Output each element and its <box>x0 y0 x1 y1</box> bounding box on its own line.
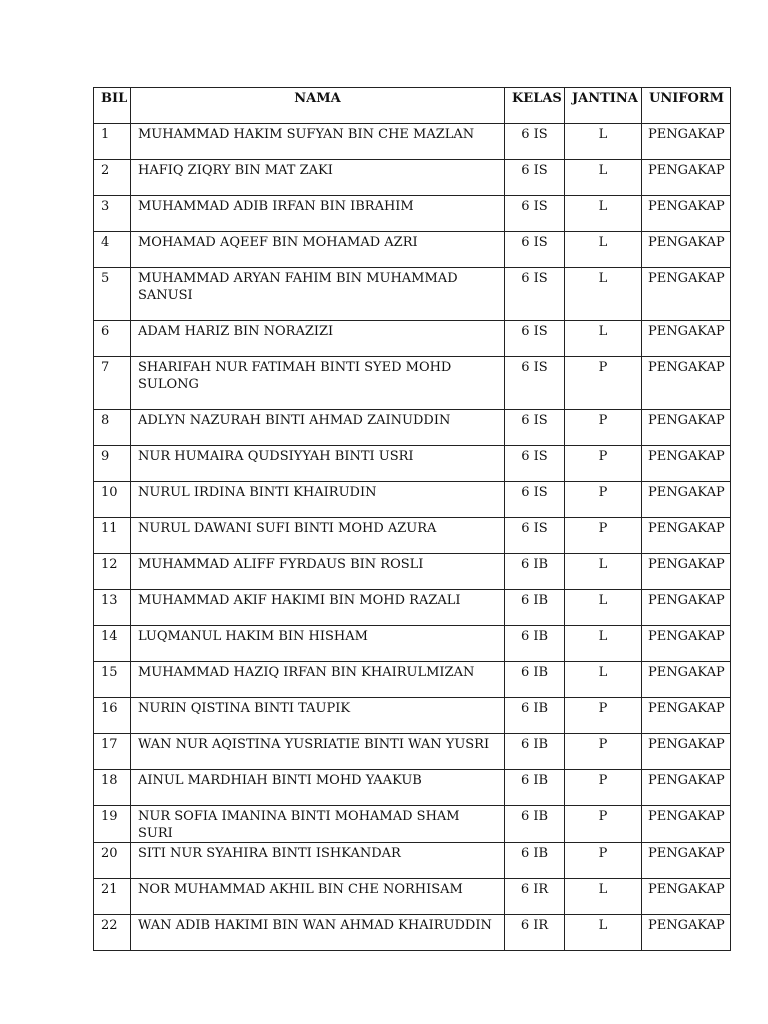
cell-uniform: PENGAKAP <box>642 626 731 662</box>
cell-kelas: 6 IS <box>505 268 565 321</box>
cell-kelas: 6 IS <box>505 196 565 232</box>
cell-jantina: P <box>565 770 642 806</box>
table-row <box>94 626 731 662</box>
cell-nama: MUHAMMAD HAZIQ IRFAN BIN KHAIRULMIZAN <box>131 662 505 698</box>
cell-jantina: L <box>565 590 642 626</box>
cell-bil: 19 <box>94 806 131 843</box>
cell-jantina: L <box>565 321 642 357</box>
cell-uniform: PENGAKAP <box>642 770 731 806</box>
cell-bil: 1 <box>94 124 131 160</box>
cell-uniform: PENGAKAP <box>642 915 731 951</box>
cell-jantina: L <box>565 160 642 196</box>
cell-kelas: 6 IS <box>505 446 565 482</box>
cell-kelas: 6 IS <box>505 124 565 160</box>
table-row <box>94 554 731 590</box>
cell-nama: WAN ADIB HAKIMI BIN WAN AHMAD KHAIRUDDIN <box>131 915 505 951</box>
table-row <box>94 806 731 843</box>
cell-bil: 2 <box>94 160 131 196</box>
cell-nama: SHARIFAH NUR FATIMAH BINTI SYED MOHD SULONG <box>131 357 505 410</box>
cell-kelas: 6 IR <box>505 879 565 915</box>
header-jantina: JANTINA <box>565 88 642 124</box>
cell-uniform: PENGAKAP <box>642 698 731 734</box>
cell-jantina: L <box>565 196 642 232</box>
table-row <box>94 321 731 357</box>
cell-uniform: PENGAKAP <box>642 662 731 698</box>
cell-nama: NURUL DAWANI SUFI BINTI MOHD AZURA <box>131 518 505 554</box>
cell-jantina: L <box>565 554 642 590</box>
cell-jantina: P <box>565 734 642 770</box>
header-bil: BIL <box>94 88 131 124</box>
cell-uniform: PENGAKAP <box>642 446 731 482</box>
table-row <box>94 268 731 321</box>
cell-kelas: 6 IB <box>505 662 565 698</box>
table-row <box>94 196 731 232</box>
table-body <box>94 124 731 951</box>
cell-jantina: P <box>565 518 642 554</box>
cell-jantina: L <box>565 915 642 951</box>
table-row <box>94 879 731 915</box>
cell-bil: 6 <box>94 321 131 357</box>
table-row <box>94 590 731 626</box>
cell-kelas: 6 IB <box>505 554 565 590</box>
table-row <box>94 518 731 554</box>
cell-bil: 21 <box>94 879 131 915</box>
cell-nama: MUHAMMAD AKIF HAKIMI BIN MOHD RAZALI <box>131 590 505 626</box>
cell-bil: 22 <box>94 915 131 951</box>
cell-kelas: 6 IB <box>505 734 565 770</box>
cell-nama: MUHAMMAD ARYAN FAHIM BIN MUHAMMAD SANUSI <box>131 268 505 321</box>
cell-nama: MUHAMMAD ADIB IRFAN BIN IBRAHIM <box>131 196 505 232</box>
cell-nama: AINUL MARDHIAH BINTI MOHD YAAKUB <box>131 770 505 806</box>
header-uniform: UNIFORM <box>642 88 731 124</box>
cell-kelas: 6 IS <box>505 410 565 446</box>
cell-kelas: 6 IB <box>505 806 565 843</box>
cell-nama: ADAM HARIZ BIN NORAZIZI <box>131 321 505 357</box>
cell-jantina: P <box>565 482 642 518</box>
cell-uniform: PENGAKAP <box>642 554 731 590</box>
cell-nama: NUR HUMAIRA QUDSIYYAH BINTI USRI <box>131 446 505 482</box>
cell-uniform: PENGAKAP <box>642 879 731 915</box>
cell-bil: 14 <box>94 626 131 662</box>
table-row <box>94 698 731 734</box>
cell-bil: 7 <box>94 357 131 410</box>
header-kelas: KELAS <box>505 88 565 124</box>
cell-kelas: 6 IB <box>505 698 565 734</box>
cell-bil: 16 <box>94 698 131 734</box>
table-row <box>94 482 731 518</box>
cell-jantina: L <box>565 268 642 321</box>
cell-bil: 13 <box>94 590 131 626</box>
cell-jantina: L <box>565 662 642 698</box>
cell-uniform: PENGAKAP <box>642 124 731 160</box>
cell-bil: 9 <box>94 446 131 482</box>
table-row <box>94 357 731 410</box>
cell-kelas: 6 IB <box>505 626 565 662</box>
cell-bil: 3 <box>94 196 131 232</box>
cell-nama: MUHAMMAD ALIFF FYRDAUS BIN ROSLI <box>131 554 505 590</box>
cell-jantina: L <box>565 626 642 662</box>
cell-kelas: 6 IB <box>505 843 565 879</box>
cell-nama: WAN NUR AQISTINA YUSRIATIE BINTI WAN YUSRI <box>131 734 505 770</box>
cell-kelas: 6 IB <box>505 590 565 626</box>
table-header-row <box>94 88 731 124</box>
cell-uniform: PENGAKAP <box>642 410 731 446</box>
cell-kelas: 6 IS <box>505 357 565 410</box>
cell-jantina: P <box>565 698 642 734</box>
cell-nama: NURIN QISTINA BINTI TAUPIK <box>131 698 505 734</box>
table-row <box>94 734 731 770</box>
cell-jantina: L <box>565 124 642 160</box>
cell-bil: 17 <box>94 734 131 770</box>
cell-uniform: PENGAKAP <box>642 806 731 843</box>
cell-nama: MUHAMMAD HAKIM SUFYAN BIN CHE MAZLAN <box>131 124 505 160</box>
cell-bil: 11 <box>94 518 131 554</box>
cell-jantina: P <box>565 357 642 410</box>
cell-bil: 10 <box>94 482 131 518</box>
cell-uniform: PENGAKAP <box>642 196 731 232</box>
table-row <box>94 843 731 879</box>
cell-bil: 4 <box>94 232 131 268</box>
cell-uniform: PENGAKAP <box>642 590 731 626</box>
table-row <box>94 770 731 806</box>
cell-kelas: 6 IR <box>505 915 565 951</box>
cell-bil: 18 <box>94 770 131 806</box>
table-row <box>94 232 731 268</box>
cell-uniform: PENGAKAP <box>642 734 731 770</box>
cell-jantina: P <box>565 843 642 879</box>
cell-uniform: PENGAKAP <box>642 518 731 554</box>
cell-nama: MOHAMAD AQEEF BIN MOHAMAD AZRI <box>131 232 505 268</box>
cell-jantina: P <box>565 410 642 446</box>
cell-kelas: 6 IS <box>505 321 565 357</box>
cell-nama: HAFIQ ZIQRY BIN MAT ZAKI <box>131 160 505 196</box>
cell-uniform: PENGAKAP <box>642 232 731 268</box>
cell-bil: 8 <box>94 410 131 446</box>
cell-kelas: 6 IS <box>505 518 565 554</box>
cell-uniform: PENGAKAP <box>642 268 731 321</box>
cell-kelas: 6 IS <box>505 160 565 196</box>
cell-nama: NOR MUHAMMAD AKHIL BIN CHE NORHISAM <box>131 879 505 915</box>
table-row <box>94 160 731 196</box>
table-row <box>94 446 731 482</box>
cell-uniform: PENGAKAP <box>642 843 731 879</box>
cell-bil: 20 <box>94 843 131 879</box>
cell-bil: 5 <box>94 268 131 321</box>
cell-jantina: L <box>565 232 642 268</box>
cell-nama: ADLYN NAZURAH BINTI AHMAD ZAINUDDIN <box>131 410 505 446</box>
cell-kelas: 6 IS <box>505 232 565 268</box>
table-row <box>94 915 731 951</box>
cell-kelas: 6 IB <box>505 770 565 806</box>
cell-nama: NUR SOFIA IMANINA BINTI MOHAMAD SHAM SURI <box>131 806 505 843</box>
cell-kelas: 6 IS <box>505 482 565 518</box>
cell-bil: 12 <box>94 554 131 590</box>
header-nama: NAMA <box>131 88 505 124</box>
table-row <box>94 410 731 446</box>
table-row <box>94 124 731 160</box>
cell-uniform: PENGAKAP <box>642 321 731 357</box>
cell-nama: SITI NUR SYAHIRA BINTI ISHKANDAR <box>131 843 505 879</box>
cell-jantina: L <box>565 879 642 915</box>
cell-jantina: P <box>565 446 642 482</box>
cell-jantina: P <box>565 806 642 843</box>
cell-bil: 15 <box>94 662 131 698</box>
cell-nama: LUQMANUL HAKIM BIN HISHAM <box>131 626 505 662</box>
cell-uniform: PENGAKAP <box>642 357 731 410</box>
cell-uniform: PENGAKAP <box>642 160 731 196</box>
cell-nama: NURUL IRDINA BINTI KHAIRUDIN <box>131 482 505 518</box>
cell-uniform: PENGAKAP <box>642 482 731 518</box>
table-row <box>94 662 731 698</box>
student-roster-table <box>93 87 731 951</box>
